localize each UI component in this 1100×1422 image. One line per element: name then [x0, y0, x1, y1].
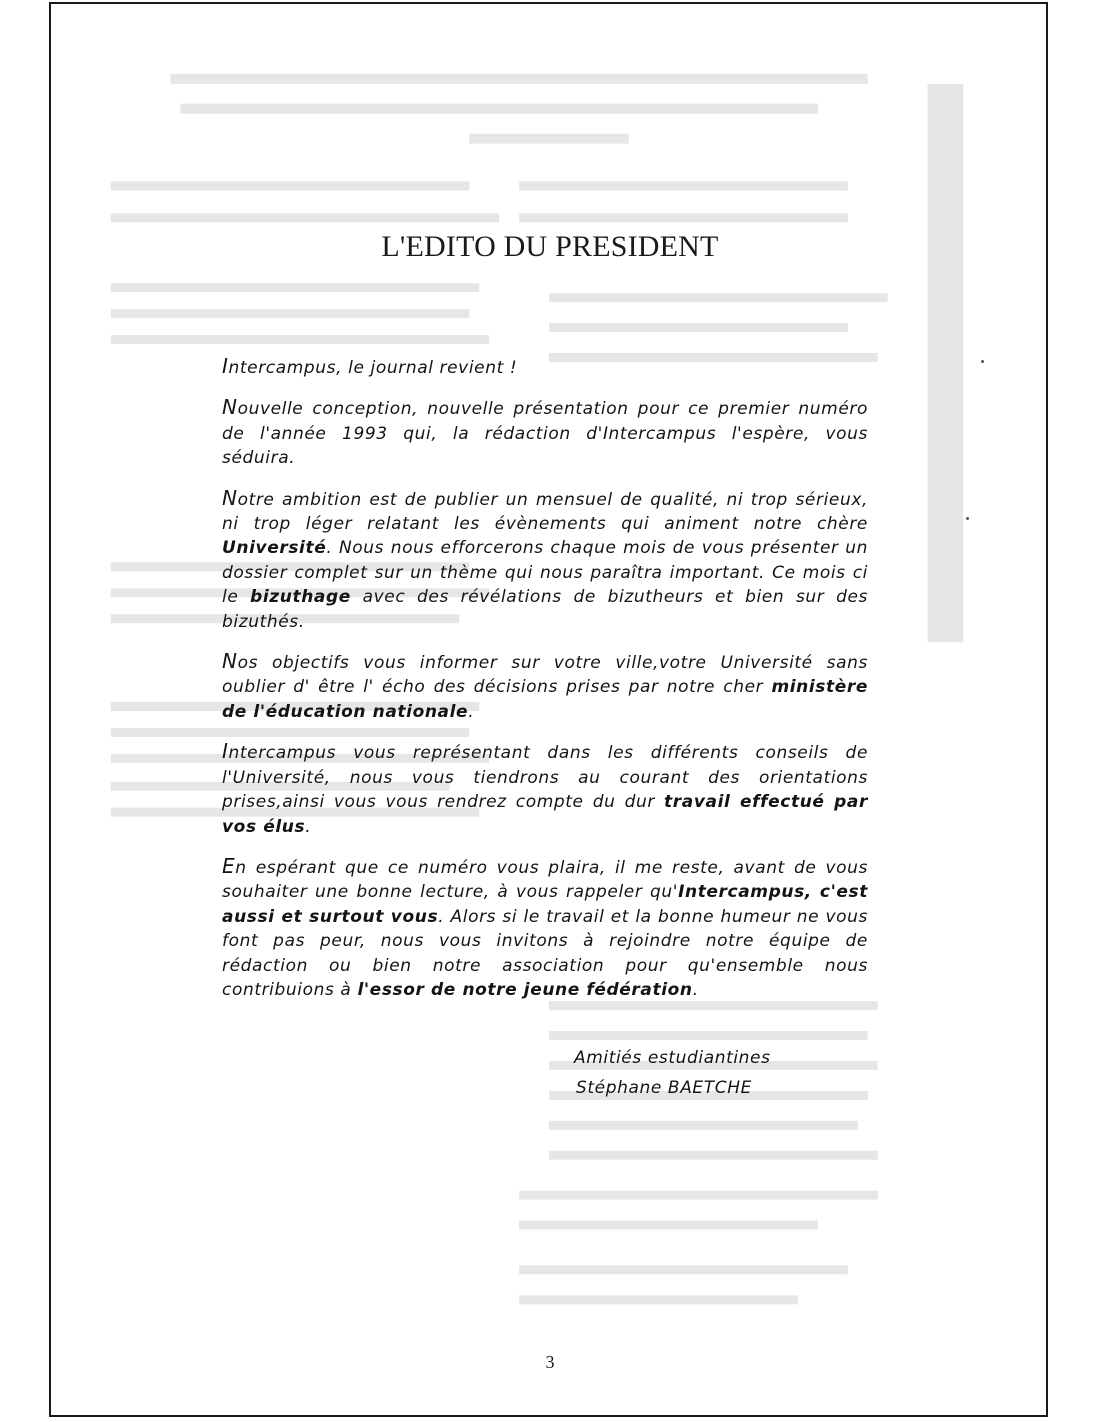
- signature-name: Stéphane BAETCHE: [576, 1078, 752, 1098]
- paragraph-2: Nouvelle conception, nouvelle présentation pour ce premier numéro de l'année 1993 qui, la rédaction d'Intercampus l'espère, vous séduira.: [222, 395, 868, 469]
- closing-line: Amitiés estudiantines: [574, 1048, 771, 1068]
- emphasis-intercampus: Intercampus, c'est aussi et surtout vous: [222, 882, 868, 927]
- page-number: 3: [545, 1352, 555, 1372]
- emphasis-bizuthage: bizuthage: [250, 587, 351, 608]
- paragraph-3: Notre ambition est de publier un mensuel de qualité, ni trop sérieux, ni trop léger relatant les évènements qui animent notre chère Université. Nous nous efforcerons chaque mois de vous présenter un dossier complet sur un thème qui nous paraîtra important. Ce mois ci le bizuthage avec des révélations de bizutheurs et bien sur des bizuthés.: [222, 485, 868, 632]
- emphasis-essor: l'essor de notre jeune fédération: [357, 979, 693, 1000]
- emphasis-travail: travail effectué par vos élus: [222, 792, 868, 837]
- paragraph-6: En espérant que ce numéro vous plaira, il me reste, avant de vous souhaiter une bonne lecture, à vous rappeler qu'Intercampus, c'est aussi et surtout vous. Alors si le travail et la bonne humeur ne vous font pas peur, nous vous invitons à rejoindre notre équipe de rédaction ou bien notre association pour qu'ensemble nous contribuions à l'essor de notre jeune fédération.: [222, 853, 868, 1000]
- paragraph-1: Intercampus, le journal revient !: [222, 354, 518, 378]
- emphasis-ministere: ministère de l'éducation nationale: [222, 677, 868, 722]
- emphasis-universite: Université: [222, 538, 327, 559]
- paragraph-4: Nos objectifs vous informer sur votre ville,votre Université sans oublier d' être l' écho des décisions prises par notre cher ministère de l'éducation nationale.: [222, 649, 868, 722]
- signature-block: [574, 1043, 771, 1103]
- editorial-body: [222, 354, 868, 1017]
- paragraph-5: Intercampus vous représentant dans les différents conseils de l'Université, nous vous tiendrons au courant des orientations prises,ainsi vous vous rendrez compte du dur travail effectué par vos élus.: [222, 739, 868, 837]
- page-title: L'EDITO DU PRESIDENT: [381, 230, 719, 263]
